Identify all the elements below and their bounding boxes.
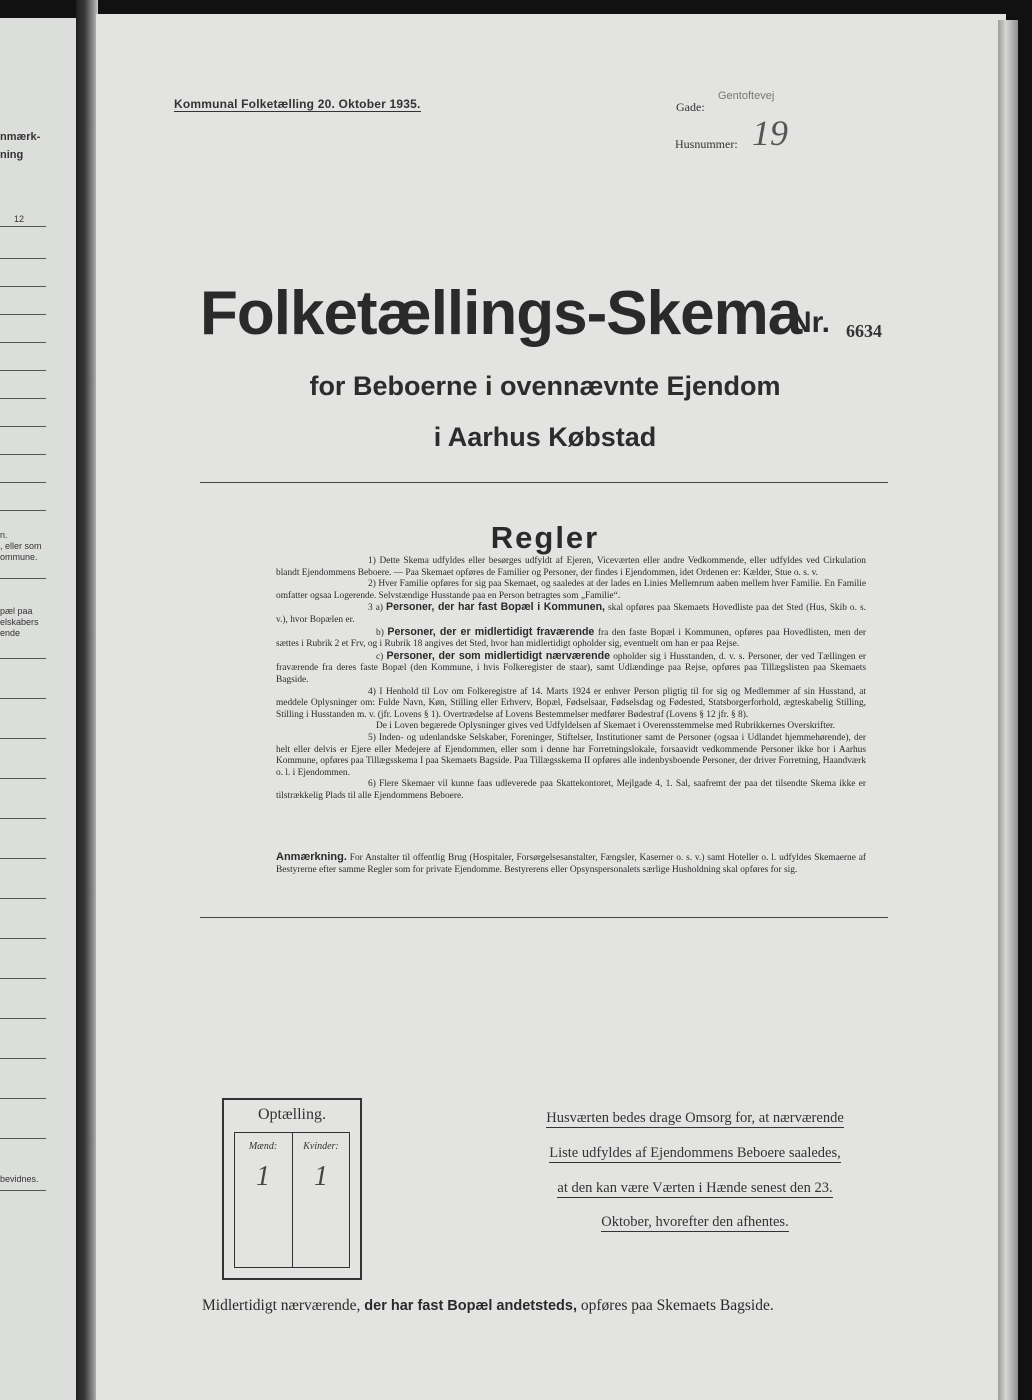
- rule-4b: De i Loven begærede Oplysninger gives ved Udfyldelsen af Skemaet i Overensstemmelse med Rubrikkernes Overskrifter.: [376, 721, 835, 732]
- rule-3c-number: c): [376, 651, 384, 662]
- form-subtitle: for Beboerne i ovennævnte Ejendom: [309, 371, 781, 401]
- rule-3c-heading: Personer, der som midlertidigt nærværende: [386, 649, 611, 662]
- house-number-value: 19: [752, 113, 788, 153]
- left-page-fragment: [0, 18, 78, 1400]
- left-page-fragment-text: n. , eller som ommune.: [0, 530, 42, 562]
- host-note-line: [520, 1180, 870, 1197]
- street-value: Gentoftevej: [718, 90, 775, 102]
- form-number-label: Nr.: [790, 306, 831, 339]
- rule-3a-number: 3 a): [368, 603, 383, 614]
- left-page-rule: [0, 286, 46, 287]
- women-label: Kvinder:: [303, 1141, 339, 1152]
- left-page-rule: [0, 1138, 46, 1139]
- left-page-rule: [0, 510, 46, 511]
- page-edge: [998, 20, 1018, 1400]
- left-page-rule: [0, 738, 46, 739]
- left-page-rule: [0, 858, 46, 859]
- rules-text: [276, 556, 866, 802]
- left-page-fragment-text: bevidnes.: [0, 1174, 39, 1184]
- host-note-line: [520, 1145, 870, 1162]
- rule-3c-text: opholder sig i Husstanden, d. v. s. Personer, der ved Tællingen er fraværende fra deres faste Bopæl (den Kommune, i hvis Folkeregister de staar), samt Udlændinge paa Rejse, opføres paa Tillægslisten paa Skemaets Bagside.: [276, 651, 867, 685]
- count-box: [222, 1098, 362, 1280]
- left-page-fragment-text: pæl paa elskabers ende: [0, 606, 39, 638]
- women-count: 1: [314, 1161, 328, 1192]
- census-label: Kommunal Folketælling 20. Oktober 1935.: [174, 97, 421, 111]
- rule-3b-number: b): [376, 627, 384, 638]
- street-label: Gade:: [676, 100, 705, 114]
- left-page-rule: [0, 370, 46, 371]
- rules-heading: Regler: [490, 520, 600, 555]
- left-page-rule: [0, 454, 46, 455]
- men-count: 1: [256, 1161, 270, 1192]
- left-page-rule: [0, 342, 46, 343]
- left-page-rule: [0, 778, 46, 779]
- footer-bold-text: der har fast Bopæl andetsteds,: [364, 1298, 578, 1314]
- host-note-line: [520, 1214, 870, 1231]
- host-note-text: at den kan være Værten i Hænde senest den 23.: [557, 1180, 833, 1196]
- left-page-rule: [0, 658, 46, 659]
- rule-3b: [276, 627, 866, 651]
- left-page-rule: [0, 818, 46, 819]
- divider: [200, 482, 888, 483]
- note-text: For Anstalter til offentlig Brug (Hospitaler, Forsørgelsesanstalter, Fængsler, Kaserner o. s. v.) samt Hoteller o. l. udfyldes Skemaerne af Bestyrerne efter samme Regler som for private Ejendomme. Bestyrerens eller Opsynspersonalets særlige Husholdning skal opføres for sig.: [276, 853, 867, 875]
- rule-4: 4) I Henhold til Lov om Folkeregistre af 14. Marts 1924 er enhver Person pligtig til for sig og Medlemmer af sin Husstand, at meddele Oplysninger om: Fulde Navn, Køn, Stilling eller Erhverv, Bopæl, Fødselsaar, Fødselsdag og Fødested, Statsborgerforhold, ægteskabelig Stilling, Stilling i Husstanden m. v. (jfr. Lovens § 1). Overtrædelse af Lovens Bestemmelser medfører Bødestraf (Lovens § 12 jfr. § 8).: [276, 686, 866, 720]
- left-page-rule: [0, 1098, 46, 1099]
- rule-2: 2) Hver Familie opføres for sig paa Skemaet, og saaledes at der lades en Linies Mellemrum aaben mellem hver Familie. En Familie omfatter ogsaa Logerende. Selvstændige Husstande paa en Person betragtes som „Familie“.: [276, 579, 866, 601]
- rule-3b-heading: Personer, der er midlertidigt fraværende: [387, 625, 595, 638]
- note: [276, 851, 866, 876]
- divider: [200, 917, 888, 918]
- rule-3b-text: fra den faste Bopæl i Kommunen, opføres paa Hovedlisten, men der sættes i Rubrik 2 et Frv, og i Rubrik 18 angives det Sted, hvor han midlertidigt opholder sig, eventuelt om han er paa Rejse.: [276, 627, 867, 650]
- form-number-value: 6634: [846, 321, 882, 341]
- house-number-label: Husnummer:: [675, 137, 738, 151]
- count-table: [234, 1132, 350, 1268]
- form-subtitle-city: i Aarhus Købstad: [433, 422, 657, 452]
- form-title: Folketællings-Skema: [200, 279, 802, 348]
- note-label: Anmærkning.: [276, 851, 347, 863]
- left-page-rule: [0, 426, 46, 427]
- left-page-rule: [0, 698, 46, 699]
- left-page-heading: nmærk- ning: [0, 131, 41, 161]
- footer-text: Midlertidigt nærværende,: [202, 1297, 361, 1314]
- left-page-rule: [0, 226, 46, 227]
- left-page-rule: [0, 482, 46, 483]
- count-title: Optælling.: [257, 1106, 326, 1123]
- footer-text: opføres paa Skemaets Bagside.: [580, 1297, 774, 1314]
- host-note-text: Oktober, hvorefter den afhentes.: [601, 1214, 789, 1230]
- count-divider: [292, 1133, 293, 1267]
- left-page-rule: [0, 1018, 46, 1019]
- left-page-rule: [0, 578, 46, 579]
- left-page-rule: [0, 258, 46, 259]
- left-page-rule: [0, 938, 46, 939]
- rule-3a: [276, 602, 866, 626]
- left-page-rule: [0, 314, 46, 315]
- left-page-rule: [0, 898, 46, 899]
- left-page-rule: [0, 978, 46, 979]
- men-label: Mænd:: [248, 1141, 278, 1152]
- left-page-rule: [0, 1190, 46, 1191]
- host-note-line: [520, 1110, 870, 1127]
- host-note-text: Liste udfyldes af Ejendommens Beboere saaledes,: [549, 1145, 841, 1161]
- rule-3a-text: skal opføres paa Skemaets Hovedliste paa det Sted (Hus, Skib o. s. v.), hvor Bopælen er.: [276, 603, 866, 625]
- rule-6: 6) Flere Skemaer vil kunne faas udleverede paa Skattekontoret, Mejlgade 4, 1. Sal, saafremt der paa det tilsendte Skema ikke er tilstrækkelig Plads til alle Ejendommens Beboere.: [276, 779, 866, 801]
- rule-3a-heading: Personer, der har fast Bopæl i Kommunen,: [386, 601, 605, 614]
- left-page-rule: [0, 398, 46, 399]
- book-gutter: [76, 0, 98, 1400]
- rule-3c: [276, 651, 866, 687]
- footer-note: [202, 1297, 882, 1315]
- host-note-text: Husværten bedes drage Omsorg for, at nærværende: [546, 1110, 844, 1126]
- rule-5: 5) Inden- og udenlandske Selskaber, Foreninger, Stiftelser, Institutioner samt de Personer (ogsaa i Udlandet hjemmehørende), der helt eller delvis er Ejere eller Medejere af Ejendommen, eller som i denne har Forretningslokale, forsaavidt vedkommende Personer ikke bor i Aarhus Kommune, opføres paa Tillægsskema I paa Skemaets Bagside. Paa Tillægsskema II opføres alle indenbysboende Personer, der driver Forretning, Haandværk o. l. i Ejendommen.: [276, 732, 866, 778]
- left-page-column-number: 12: [14, 214, 25, 224]
- left-page-rule: [0, 1058, 46, 1059]
- rule-1: 1) Dette Skema udfyldes eller besørges udfyldt af Ejeren, Viceværten eller andre Vedkommende, eller udfyldes ved Cirkulation blandt Ejendommens Beboere. — Paa Skemaet opføres de Familier og Personer, der findes i Ejendommen, idet Ordenen er: Kælder, Stue o. s. v.: [276, 556, 866, 578]
